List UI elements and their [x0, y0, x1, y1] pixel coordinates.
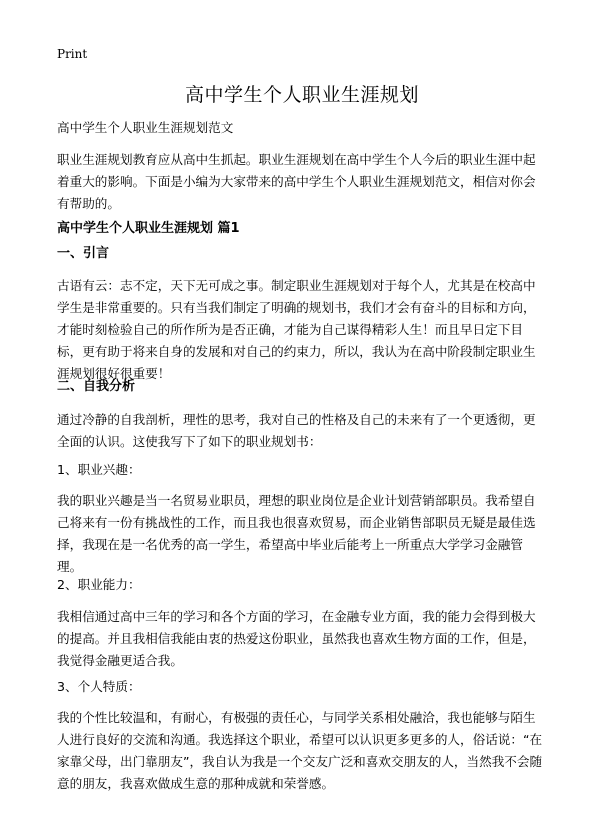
- subheading-personal-traits: 3、个人特质：: [57, 679, 141, 694]
- intro-paragraph: 职业生涯规划教育应从高中生抓起。职业生涯规划在高中学生个人今后的职业生涯中起着重大的影响。下面是小编为大家带来的高中学生个人职业生涯规划范文，相信对你会有帮助的。: [57, 152, 536, 211]
- introduction-paragraph: 古语有云：志不定，天下无可成之事。制定职业生涯规划对于每个人，尤其是在校高中学生是非常重要的。只有当我们制定了明确的规划书，我们才会有奋斗的目标和方向，才能时刻检验自己的所作所为是否正确，才能为自己谋得精彩人生！而且早日定下目标，更有助于将来自身的发展和对自己的约束力，所以，我认为在高中阶段制定职业生涯规划很好很重要！: [57, 278, 536, 381]
- subheading-career-ability: 2、职业能力：: [57, 577, 141, 592]
- page-title: 高中学生个人职业生涯规划: [184, 84, 419, 106]
- subtitle-text: 高中学生个人职业生涯规划范文: [57, 120, 234, 135]
- section-heading-article-1: 高中学生个人职业生涯规划 篇1: [57, 221, 240, 236]
- section-heading-self-analysis: 二、自我分析: [57, 379, 136, 394]
- career-ability-paragraph: 我相信通过高中三年的学习和各个方面的学习，在金融专业方面，我的能力会得到极大的提高。并且我相信我能由衷的热爱这份职业，虽然我也喜欢生物方面的工作，但是，我觉得金融更适合我。: [57, 609, 536, 668]
- subheading-career-interest: 1、职业兴趣：: [57, 462, 141, 477]
- self-analysis-paragraph: 通过冷静的自我剖析，理性的思考，我对自己的性格及自己的未来有了一个更透彻，更全面的认识。这使我写下了如下的职业规划书：: [57, 412, 536, 449]
- section-heading-introduction: 一、引言: [57, 246, 110, 261]
- print-link[interactable]: Print: [57, 47, 88, 61]
- career-interest-paragraph: 我的职业兴趣是当一名贸易业职员，理想的职业岗位是企业计划营销部职员。我希望自己将来有一份有挑战性的工作，而且我也很喜欢贸易，而企业销售部职员无疑是最佳选择，我现在是一名优秀的高一学生，希望高中毕业后能考上一所重点大学学习金融管理。: [57, 493, 536, 574]
- personal-traits-paragraph: 我的个性比较温和，有耐心，有极强的责任心，与同学关系相处融洽，我也能够与陌生人进行良好的交流和沟通。我选择这个职业，希望可以认识更多更多的人，俗话说：“在家靠父母，出门靠朋友”，我自认为我是一个交友广泛和喜欢交朋友的人，当然我不会随意的朋友，我喜欢做成生意的那种成就和荣誉感。: [57, 710, 543, 791]
